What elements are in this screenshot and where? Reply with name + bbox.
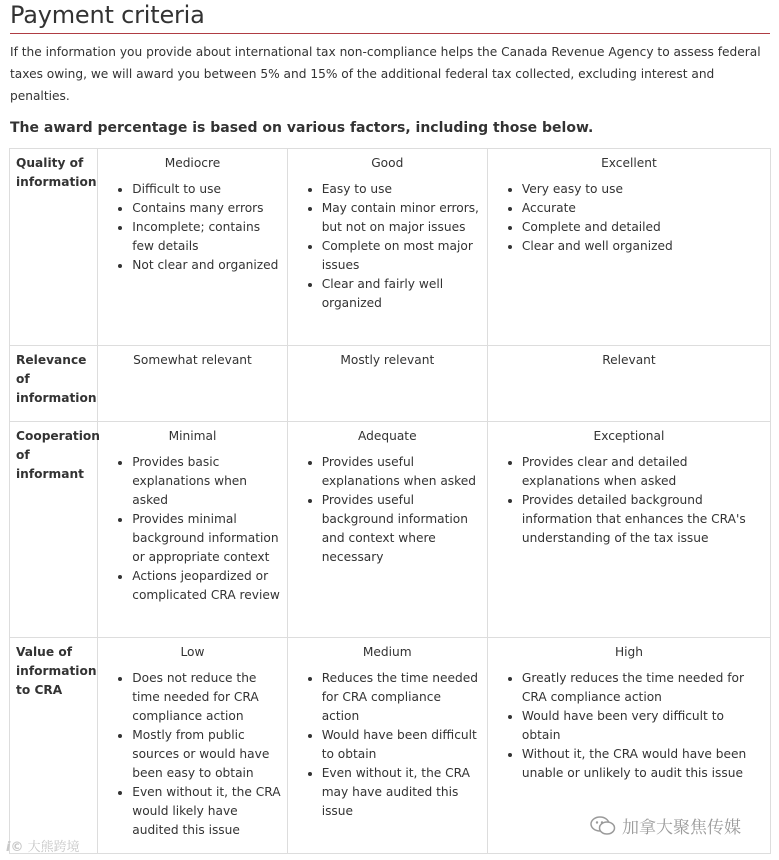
list-item: • Actions jeopardized or complicated CRA review [132, 567, 280, 605]
list-item: • Does not reduce the time needed for CRA compliance action [132, 669, 280, 726]
criteria-cell [487, 149, 770, 346]
criteria-list [104, 180, 280, 275]
level-label: Mostly relevant [340, 353, 435, 367]
list-item: • Even without it, the CRA may have audited this issue [322, 764, 481, 821]
level-label: Mediocre [164, 156, 221, 170]
wechat-icon [590, 816, 616, 836]
row-header: Value of information to CRA [10, 638, 98, 854]
list-item: • Provides minimal background information or appropriate context [132, 510, 280, 567]
list-item: • Provides basic explanations when asked [132, 453, 280, 510]
criteria-row [10, 149, 771, 346]
list-item: • Provides useful background information and context where necessary [322, 491, 481, 567]
criteria-cell [487, 422, 770, 638]
level-label: Minimal [168, 429, 217, 443]
payment-criteria-table [9, 148, 771, 854]
criteria-cell [287, 149, 487, 346]
level-label: Low [180, 645, 205, 659]
level-label: Somewhat relevant [133, 353, 252, 367]
row-header: Quality of information [10, 149, 98, 346]
title-divider [10, 33, 770, 34]
criteria-list [104, 453, 280, 605]
intro-paragraph: If the information you provide about international tax non-compliance helps the Canada Revenue Agency to assess federal taxes owing, we will award you between 5% and 15% of the additional federal tax collected, excluding interest and penalties. [10, 45, 761, 103]
criteria-list [494, 180, 764, 256]
criteria-list [294, 180, 481, 313]
level-label: Excellent [601, 156, 657, 170]
criteria-list [494, 669, 764, 783]
list-item: • Greatly reduces the time needed for CRA compliance action [522, 669, 764, 707]
criteria-cell [98, 638, 287, 854]
criteria-cell [98, 149, 287, 346]
list-item: • Even without it, the CRA would likely have audited this issue [132, 783, 280, 840]
list-item: • Complete on most major issues [322, 237, 481, 275]
row-header: Relevance of information [10, 346, 98, 422]
criteria-list [104, 669, 280, 840]
watermark-left-text: 大熊跨境 [27, 840, 80, 855]
list-item: • Difficult to use [132, 180, 280, 199]
list-item: • Provides clear and detailed explanations when asked [522, 453, 764, 491]
criteria-row [10, 422, 771, 638]
list-item: • Clear and fairly well organized [322, 275, 481, 313]
criteria-cell [98, 422, 287, 638]
level-label: Relevant [602, 353, 656, 367]
level-label: High [614, 645, 643, 659]
list-item: • Without it, the CRA would have been unable or unlikely to audit this issue [522, 745, 764, 783]
row-header: Cooperation of informant [10, 422, 98, 638]
list-item: • Accurate [522, 199, 764, 218]
list-item: • Would have been difficult to obtain [322, 726, 481, 764]
page-title: Payment criteria [10, 1, 205, 29]
watermark-right-text: 加拿大聚焦传媒 [622, 818, 741, 838]
list-item: • Not clear and organized [132, 256, 280, 275]
list-item: • Complete and detailed [522, 218, 764, 237]
list-item: • Provides useful explanations when asked [322, 453, 481, 491]
level-label: Adequate [358, 429, 417, 443]
criteria-cell [98, 346, 287, 422]
criteria-row [10, 346, 771, 422]
level-label: Exceptional [593, 429, 665, 443]
list-item: • Incomplete; contains few details [132, 218, 280, 256]
criteria-list [294, 669, 481, 821]
level-label: Medium [362, 645, 412, 659]
criteria-list [494, 453, 764, 548]
watermark-left [6, 836, 80, 855]
list-item: • Contains many errors [132, 199, 280, 218]
list-item: • Very easy to use [522, 180, 764, 199]
list-item: • Provides detailed background information that enhances the CRA's understanding of the tax issue [522, 491, 764, 548]
list-item: • Would have been very difficult to obtain [522, 707, 764, 745]
list-item: • Clear and well organized [522, 237, 764, 256]
list-item: • Mostly from public sources or would have been easy to obtain [132, 726, 280, 783]
level-label: Good [371, 156, 404, 170]
watermark-right [590, 813, 741, 838]
table-subheading: The award percentage is based on various factors, including those below. [10, 120, 594, 136]
list-item: • Easy to use [322, 180, 481, 199]
criteria-cell [287, 346, 487, 422]
watermark-logo: i© [6, 840, 24, 855]
criteria-cell [487, 346, 770, 422]
list-item: • May contain minor errors, but not on major issues [322, 199, 481, 237]
list-item: • Reduces the time needed for CRA compliance action [322, 669, 481, 726]
criteria-list [294, 453, 481, 567]
criteria-cell [287, 638, 487, 854]
criteria-cell [287, 422, 487, 638]
